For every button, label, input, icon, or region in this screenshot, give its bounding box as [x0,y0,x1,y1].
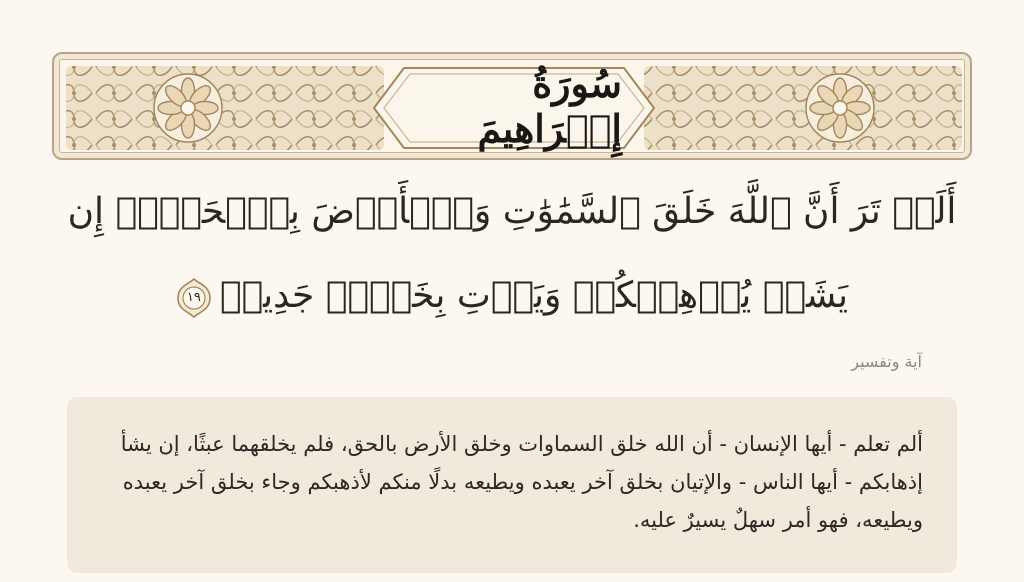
ayah-text: أَلَمۡ تَرَ أَنَّ ٱللَّهَ خَلَقَ ٱلسَّمَٰوَٰتِ وَٱلۡأَرۡضَ بِٱلۡحَقِّۚ إِن يَشَأۡ يُذۡهِبۡكُمۡ وَيَأۡتِ بِخَلۡقٖ جَدِيدٖ [67,191,957,316]
surah-title: سُورَةُ إِبۡرَاهِيمَ [477,61,622,151]
ayah-number: ١٩ [186,290,201,305]
ayah-text-block [40,170,984,338]
tafsir-text: ألم تعلم - أيها الإنسان - أن الله خلق السماوات وخلق الأرض بالحق، فلم يخلقهما عبثًا، إن يشأ إذهابكم - أيها الناس - والإتيان بخلق آخر يعبده ويطيعه بدلًا منكم لأذهبكم وجاء بخلق آخر يعبده ويطيعه، فهو أمر سهلٌ يسيرٌ عليه. [120,432,923,532]
floral-rosette-icon-right [806,74,874,142]
surah-header-banner [52,52,972,160]
ayah-number-marker [176,278,212,318]
floral-rosette-icon-left [154,74,222,142]
tafsir-card [67,397,957,573]
tafsir-section-label: آية وتفسير [851,352,922,371]
